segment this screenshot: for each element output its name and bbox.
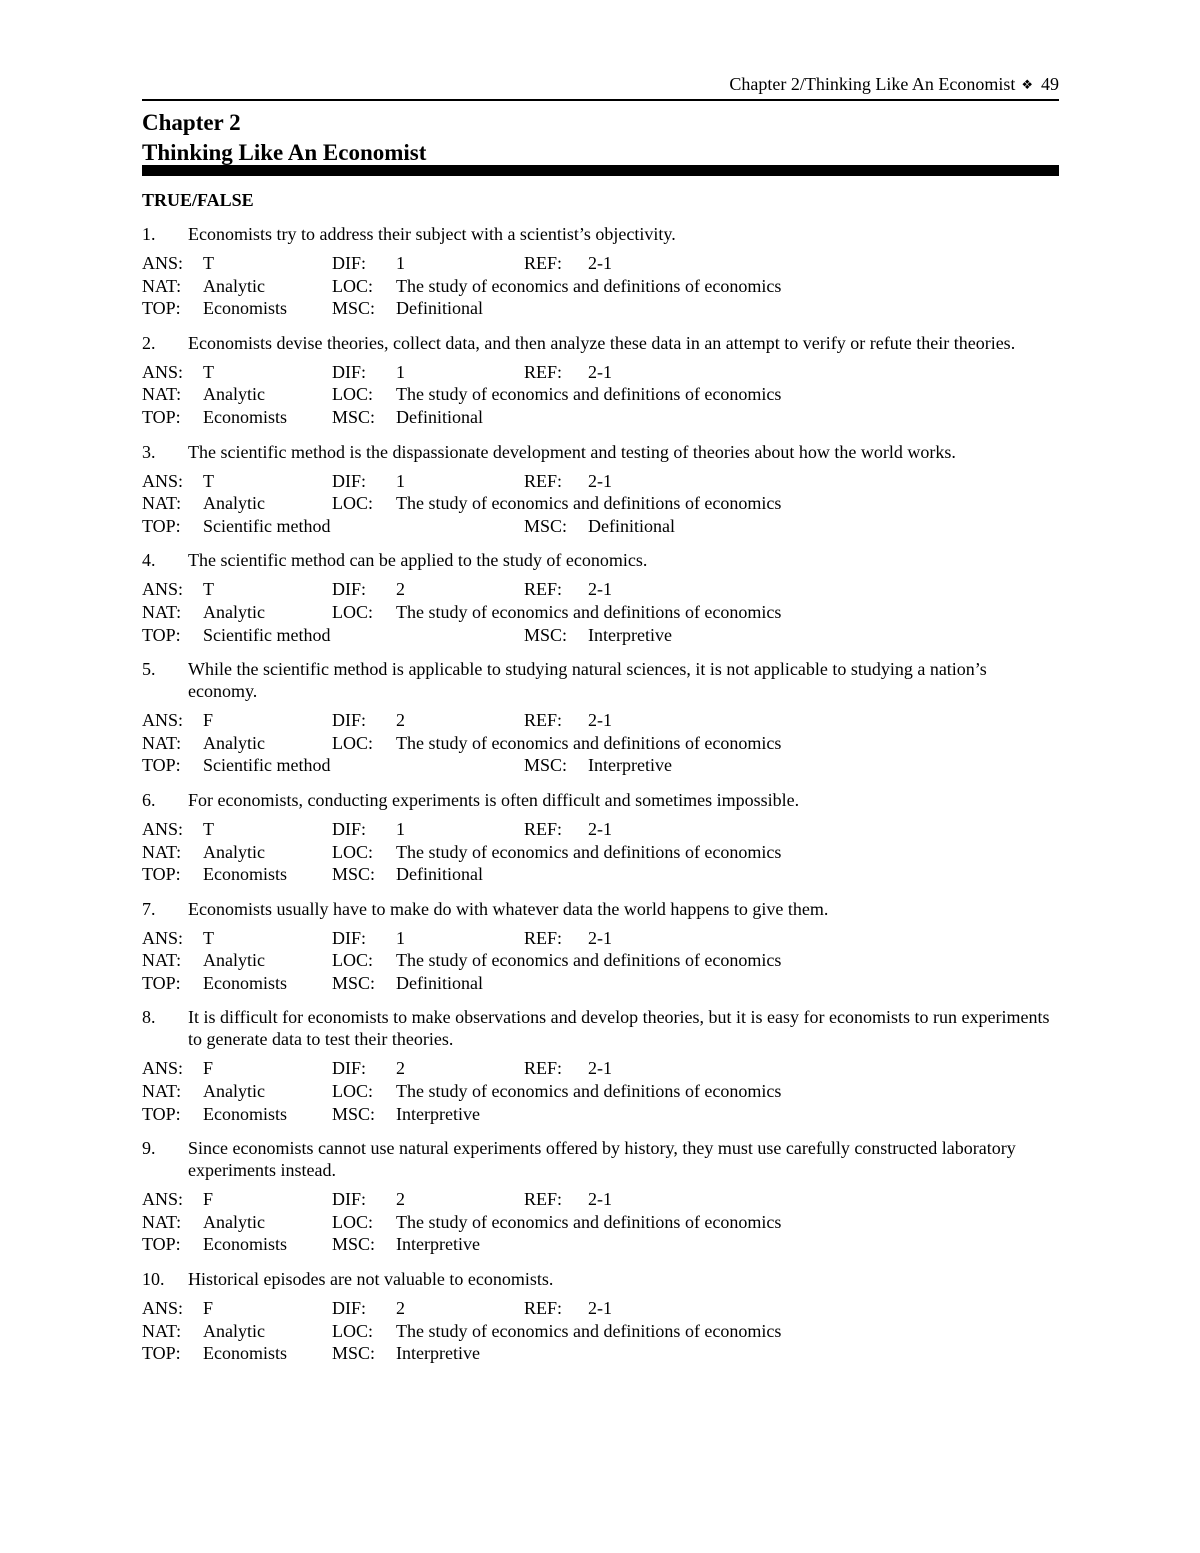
meta-row-top xyxy=(142,754,1059,777)
meta-row-nat xyxy=(142,492,1059,515)
ref-label: REF: xyxy=(524,470,563,491)
ref-value: 2-1 xyxy=(588,927,612,948)
top-value: Economists xyxy=(203,1343,287,1364)
meta-row-top xyxy=(142,297,1059,320)
diamond-icon: ❖ xyxy=(1021,77,1033,92)
loc-label: LOC: xyxy=(332,1320,374,1341)
msc-label: MSC: xyxy=(332,1343,376,1364)
msc-value: Definitional xyxy=(396,972,483,993)
meta-row-nat xyxy=(142,732,1059,755)
question-number: 1. xyxy=(142,224,156,244)
meta-row-top xyxy=(142,863,1059,886)
chapter-number: Chapter 2 xyxy=(142,110,241,135)
question-item xyxy=(142,789,1059,886)
question-text: Economists try to address their subject with a scientist’s objectivity. xyxy=(188,224,676,244)
top-value: Economists xyxy=(203,972,287,993)
msc-label: MSC: xyxy=(524,515,568,536)
question-text: The scientific method can be applied to the study of economics. xyxy=(188,550,648,571)
nat-value: Analytic xyxy=(203,950,265,971)
question-number: 5. xyxy=(142,659,156,680)
top-value: Economists xyxy=(203,298,287,319)
question-text: For economists, conducting experiments is often difficult and sometimes impossible. xyxy=(188,789,800,810)
meta-row-nat xyxy=(142,275,1059,298)
answer-metadata xyxy=(142,927,1059,995)
top-value: Scientific method xyxy=(203,755,331,776)
msc-label: MSC: xyxy=(524,624,568,645)
top-value: Economists xyxy=(203,1103,287,1124)
meta-row-nat xyxy=(142,1080,1059,1103)
nat-value: Analytic xyxy=(203,384,265,405)
msc-value: Interpretive xyxy=(396,1103,480,1124)
loc-label: LOC: xyxy=(332,275,374,296)
meta-row-ans xyxy=(142,470,1059,493)
ref-label: REF: xyxy=(524,579,563,600)
loc-value: The study of economics and definitions of economics xyxy=(396,1320,782,1341)
msc-label: MSC: xyxy=(332,1103,376,1124)
question-item xyxy=(142,549,1059,646)
question-number: 4. xyxy=(142,550,156,571)
ans-label: ANS: xyxy=(142,710,184,731)
answer-metadata xyxy=(142,1297,1059,1365)
ans-value: F xyxy=(203,1189,214,1210)
ref-label: REF: xyxy=(524,818,563,839)
meta-row-ans xyxy=(142,361,1059,384)
nat-label: NAT: xyxy=(142,384,182,405)
question-text: While the scientific method is applicable to studying natural sciences, it is not applicable to studying a nation’s economy. xyxy=(188,659,987,702)
meta-row-nat xyxy=(142,383,1059,406)
question-number: 10. xyxy=(142,1269,165,1290)
question-item xyxy=(142,1137,1059,1256)
running-header xyxy=(729,73,1059,97)
ans-label: ANS: xyxy=(142,927,184,948)
ans-label: ANS: xyxy=(142,470,184,491)
header-rule xyxy=(142,99,1059,101)
nat-value: Analytic xyxy=(203,1211,265,1232)
ans-label: ANS: xyxy=(142,1189,184,1210)
msc-value: Interpretive xyxy=(588,624,672,645)
dif-label: DIF: xyxy=(332,1058,367,1079)
dif-value: 1 xyxy=(396,470,405,491)
meta-row-ans xyxy=(142,818,1059,841)
question-item xyxy=(142,441,1059,538)
nat-value: Analytic xyxy=(203,1081,265,1102)
meta-row-top xyxy=(142,972,1059,995)
msc-value: Interpretive xyxy=(588,755,672,776)
msc-label: MSC: xyxy=(524,755,568,776)
loc-label: LOC: xyxy=(332,950,374,971)
nat-label: NAT: xyxy=(142,732,182,753)
question-item xyxy=(142,223,1059,320)
loc-label: LOC: xyxy=(332,1211,374,1232)
ans-label: ANS: xyxy=(142,361,184,382)
chapter-title xyxy=(142,108,426,168)
msc-label: MSC: xyxy=(332,864,376,885)
question-text: Economists usually have to make do with whatever data the world happens to give them. xyxy=(188,898,829,919)
msc-value: Definitional xyxy=(396,864,483,885)
dif-value: 1 xyxy=(396,927,405,948)
answer-metadata xyxy=(142,818,1059,886)
dif-value: 1 xyxy=(396,818,405,839)
top-label: TOP: xyxy=(142,972,181,993)
ref-value: 2-1 xyxy=(588,253,612,273)
question-item xyxy=(142,1268,1059,1365)
meta-row-top xyxy=(142,1233,1059,1256)
ref-value: 2-1 xyxy=(588,579,612,600)
question-text: The scientific method is the dispassionate development and testing of theories about how the world works. xyxy=(188,441,956,462)
meta-row-top xyxy=(142,406,1059,429)
ref-label: REF: xyxy=(524,253,563,273)
meta-row-ans xyxy=(142,578,1059,601)
dif-value: 2 xyxy=(396,1298,405,1319)
top-value: Scientific method xyxy=(203,624,331,645)
nat-value: Analytic xyxy=(203,841,265,862)
nat-label: NAT: xyxy=(142,841,182,862)
nat-label: NAT: xyxy=(142,601,182,622)
loc-label: LOC: xyxy=(332,493,374,514)
ref-label: REF: xyxy=(524,927,563,948)
top-label: TOP: xyxy=(142,1103,181,1124)
loc-value: The study of economics and definitions of economics xyxy=(396,1081,782,1102)
loc-label: LOC: xyxy=(332,384,374,405)
dif-label: DIF: xyxy=(332,1189,367,1210)
loc-label: LOC: xyxy=(332,601,374,622)
question-item xyxy=(142,1006,1059,1125)
title-rule xyxy=(142,165,1059,176)
ref-value: 2-1 xyxy=(588,470,612,491)
ref-value: 2-1 xyxy=(588,1298,612,1319)
ans-value: T xyxy=(203,253,214,273)
top-label: TOP: xyxy=(142,864,181,885)
meta-row-ans xyxy=(142,927,1059,950)
msc-value: Definitional xyxy=(588,515,675,536)
ans-label: ANS: xyxy=(142,1298,184,1319)
msc-label: MSC: xyxy=(332,1234,376,1255)
answer-metadata xyxy=(142,1188,1059,1256)
top-label: TOP: xyxy=(142,1234,181,1255)
msc-label: MSC: xyxy=(332,406,376,427)
nat-label: NAT: xyxy=(142,950,182,971)
meta-row-ans xyxy=(142,1297,1059,1320)
dif-label: DIF: xyxy=(332,1298,367,1319)
ans-value: T xyxy=(203,927,214,948)
ans-value: T xyxy=(203,470,214,491)
meta-row-ans xyxy=(142,1057,1059,1080)
ref-value: 2-1 xyxy=(588,818,612,839)
answer-metadata xyxy=(142,1057,1059,1125)
question-number: 7. xyxy=(142,898,156,919)
meta-row-ans xyxy=(142,252,1059,275)
meta-row-ans xyxy=(142,1188,1059,1211)
msc-value: Interpretive xyxy=(396,1234,480,1255)
question-text: Economists devise theories, collect data, and then analyze these data in an attempt to verify or refute their theories. xyxy=(188,332,1016,353)
dif-label: DIF: xyxy=(332,818,367,839)
answer-metadata xyxy=(142,252,1059,320)
nat-value: Analytic xyxy=(203,1320,265,1341)
ref-label: REF: xyxy=(524,710,563,731)
msc-label: MSC: xyxy=(332,972,376,993)
running-title: Chapter 2/Thinking Like An Economist xyxy=(729,74,1016,94)
ans-value: T xyxy=(203,579,214,600)
nat-value: Analytic xyxy=(203,601,265,622)
msc-value: Definitional xyxy=(396,406,483,427)
ans-value: F xyxy=(203,1298,214,1319)
ans-value: T xyxy=(203,361,214,382)
meta-row-nat xyxy=(142,601,1059,624)
answer-metadata xyxy=(142,470,1059,538)
loc-value: The study of economics and definitions of economics xyxy=(396,493,782,514)
dif-label: DIF: xyxy=(332,361,367,382)
question-text: Historical episodes are not valuable to economists. xyxy=(188,1269,554,1290)
question-item xyxy=(142,332,1059,429)
loc-value: The study of economics and definitions of economics xyxy=(396,841,782,862)
nat-label: NAT: xyxy=(142,275,182,296)
ref-value: 2-1 xyxy=(588,710,612,731)
loc-value: The study of economics and definitions of economics xyxy=(396,275,782,296)
question-number: 9. xyxy=(142,1138,156,1159)
loc-value: The study of economics and definitions of economics xyxy=(396,950,782,971)
page-number: 49 xyxy=(1041,74,1059,94)
answer-metadata xyxy=(142,578,1059,646)
question-item xyxy=(142,898,1059,995)
ref-label: REF: xyxy=(524,1298,563,1319)
loc-value: The study of economics and definitions of economics xyxy=(396,1211,782,1232)
meta-row-nat xyxy=(142,949,1059,972)
top-label: TOP: xyxy=(142,624,181,645)
meta-row-top xyxy=(142,1103,1059,1126)
loc-label: LOC: xyxy=(332,1081,374,1102)
nat-label: NAT: xyxy=(142,1081,182,1102)
top-value: Economists xyxy=(203,406,287,427)
loc-label: LOC: xyxy=(332,732,374,753)
loc-value: The study of economics and definitions of economics xyxy=(396,601,782,622)
meta-row-nat xyxy=(142,841,1059,864)
question-text: Since economists cannot use natural experiments offered by history, they must use carefully constructed laboratory experiments instead. xyxy=(188,1138,1016,1181)
dif-label: DIF: xyxy=(332,579,367,600)
ans-label: ANS: xyxy=(142,818,184,839)
meta-row-top xyxy=(142,624,1059,647)
dif-value: 2 xyxy=(396,1058,405,1079)
top-label: TOP: xyxy=(142,515,181,536)
nat-value: Analytic xyxy=(203,732,265,753)
nat-label: NAT: xyxy=(142,1320,182,1341)
dif-value: 2 xyxy=(396,1189,405,1210)
nat-label: NAT: xyxy=(142,493,182,514)
ref-value: 2-1 xyxy=(588,1058,612,1079)
answer-metadata xyxy=(142,361,1059,429)
ref-value: 2-1 xyxy=(588,1189,612,1210)
ref-label: REF: xyxy=(524,1058,563,1079)
question-text: It is difficult for economists to make observations and develop theories, but it is easy for economists to run experiments to generate data to test their theories. xyxy=(188,1007,1050,1050)
loc-label: LOC: xyxy=(332,841,374,862)
ref-label: REF: xyxy=(524,361,563,382)
dif-value: 1 xyxy=(396,361,405,382)
msc-value: Definitional xyxy=(396,298,483,319)
top-label: TOP: xyxy=(142,755,181,776)
nat-value: Analytic xyxy=(203,275,265,296)
ans-value: T xyxy=(203,818,214,839)
section-heading: TRUE/FALSE xyxy=(142,190,254,210)
question-number: 3. xyxy=(142,441,156,462)
loc-value: The study of economics and definitions of economics xyxy=(396,384,782,405)
dif-value: 1 xyxy=(396,253,405,273)
meta-row-ans xyxy=(142,709,1059,732)
question-number: 8. xyxy=(142,1007,156,1028)
top-label: TOP: xyxy=(142,406,181,427)
dif-label: DIF: xyxy=(332,927,367,948)
top-value: Economists xyxy=(203,1234,287,1255)
ans-label: ANS: xyxy=(142,1058,184,1079)
meta-row-top xyxy=(142,515,1059,538)
nat-value: Analytic xyxy=(203,493,265,514)
top-label: TOP: xyxy=(142,298,181,319)
ref-value: 2-1 xyxy=(588,361,612,382)
meta-row-nat xyxy=(142,1211,1059,1234)
question-number: 2. xyxy=(142,332,156,353)
meta-row-top xyxy=(142,1342,1059,1365)
top-value: Economists xyxy=(203,864,287,885)
question-item xyxy=(142,658,1059,777)
loc-value: The study of economics and definitions of economics xyxy=(396,732,782,753)
top-label: TOP: xyxy=(142,1343,181,1364)
ans-label: ANS: xyxy=(142,253,184,273)
dif-value: 2 xyxy=(396,710,405,731)
dif-label: DIF: xyxy=(332,710,367,731)
msc-value: Interpretive xyxy=(396,1343,480,1364)
nat-label: NAT: xyxy=(142,1211,182,1232)
msc-label: MSC: xyxy=(332,298,376,319)
top-value: Scientific method xyxy=(203,515,331,536)
ans-value: F xyxy=(203,710,214,731)
ref-label: REF: xyxy=(524,1189,563,1210)
question-number: 6. xyxy=(142,789,156,810)
ans-value: F xyxy=(203,1058,214,1079)
ans-label: ANS: xyxy=(142,579,184,600)
dif-label: DIF: xyxy=(332,470,367,491)
meta-row-nat xyxy=(142,1320,1059,1343)
answer-metadata xyxy=(142,709,1059,777)
dif-value: 2 xyxy=(396,579,405,600)
question-list xyxy=(142,223,1059,1377)
chapter-name: Thinking Like An Economist xyxy=(142,140,427,165)
dif-label: DIF: xyxy=(332,253,367,273)
